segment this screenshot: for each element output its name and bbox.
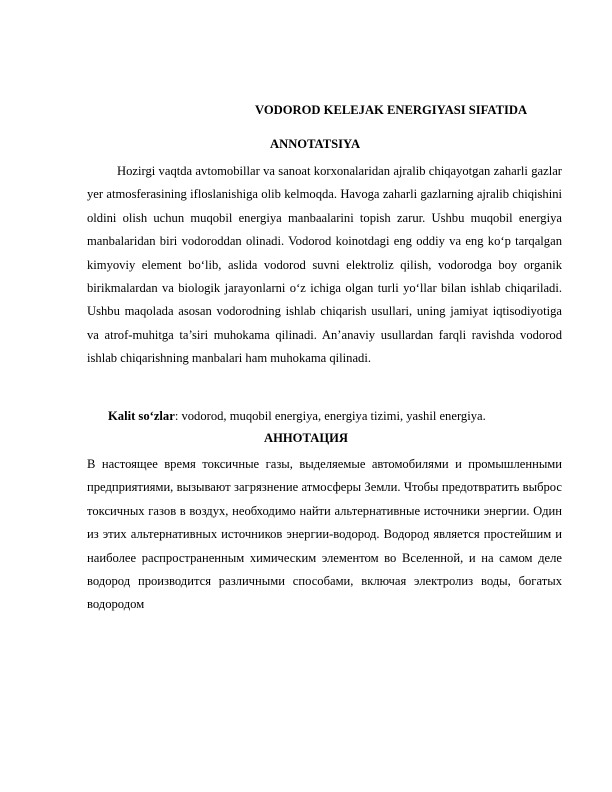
annotation-ru-heading: АННОТАЦИЯ	[263, 431, 349, 445]
keywords-line	[108, 409, 486, 424]
keywords-label: Kalit so‘zlar	[108, 409, 175, 423]
article-title: VODOROD KELEJAK ENERGIYASI SIFATIDA	[255, 103, 528, 117]
annotation-uz-text: Hozirgi vaqtda avtomobillar va sanoat korxonalaridan ajralib chiqayotgan zaharli gazlar yer atmosferasining ifloslanishiga olib kelmoqda. Havoga zaharli gazlarning ajralib chiqishini oldini olish uchun muqobil energiya manbaalarini topish zarur. Ushbu muqobil energiya manbalaridan biri vodoroddan olinadi. Vodorod koinotdagi eng oddiy va eng ko‘p tarqalgan kimyoviy element bo‘lib, aslida vodorod suvni elektroliz qilish, vodorodga boy organik birikmalardan va biologik jarayonlarni o‘z ichiga olgan turli yo‘llar bilan ishlab chiqariladi. Ushbu maqolada asosan vodorodning ishlab chiqarish usullari, uning jamiyat iqtisodiyotiga va atrof-muhitga ta’siri muhokama qilinadi. An’anaviy usullardan farqli ravishda vodorod ishlab chiqarishning manbalari ham muhokama qilinadi.	[87, 164, 562, 366]
annotation-ru-text: В настоящее время токсичные газы, выделяемые автомобилями и промышленными предприятиями, вызывают загрязнение атмосферы Земли. Чтобы предотвратить выброс токсичных газов в воздух, необходимо найти альтернативные источники энергии. Один из этих альтернативных источников энергии-водород. Водород является простейшим и наиболее распространенным химическим элементом во Вселенной, и на самом деле водород производится различными способами, включая электролиз воды, богатых водородом	[87, 457, 562, 612]
annotation-uz-heading: ANNOTATSIYA	[270, 137, 361, 151]
keywords-text: : vodorod, muqobil energiya, energiya tizimi, yashil energiya.	[174, 409, 486, 423]
